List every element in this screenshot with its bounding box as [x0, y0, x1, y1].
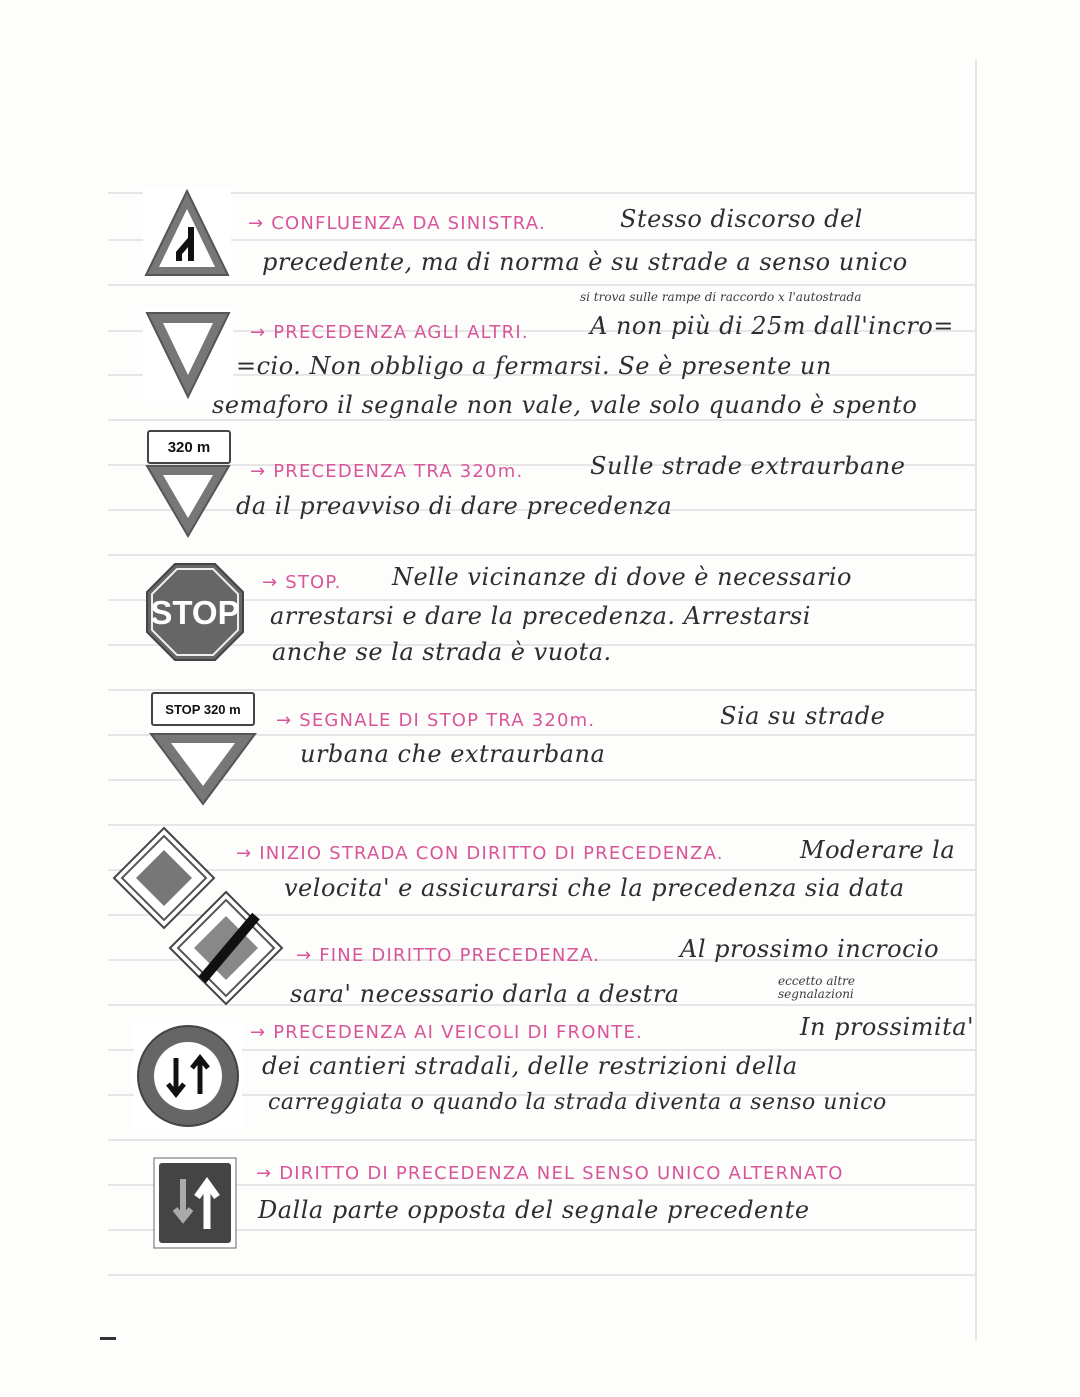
- entry-3-line-2: da il preavviso di dare precedenza: [236, 492, 673, 520]
- entry-5-line-2: urbana che extraurbana: [300, 740, 606, 768]
- entry-3-line-1: Sulle strade extraurbane: [590, 452, 906, 480]
- merge-from-left-sign-icon: [143, 187, 231, 281]
- entry-6-line-2: velocita' e assicurarsi che la precedenza sia data: [284, 874, 905, 902]
- page-edge: [975, 60, 977, 1340]
- entry-5-line-1: Sia su strade: [720, 702, 886, 730]
- entry-8-line-1: In prossimita': [800, 1013, 975, 1041]
- entry-9-line-1: Dalla parte opposta del segnale precedente: [258, 1196, 810, 1224]
- stop-text: STOP: [150, 594, 240, 631]
- stop-320m-sign-icon: [147, 692, 259, 807]
- entry-2-title: → PRECEDENZA AGLI ALTRI.: [250, 322, 529, 343]
- entry-6-title: → INIZIO STRADA CON DIRITTO DI PRECEDENZA.: [236, 843, 724, 864]
- give-way-sign-icon: [143, 307, 233, 401]
- entry-7-note: eccetto altre segnalazioni: [778, 974, 855, 1001]
- entry-1-line-2: precedente, ma di norma è su strade a senso unico: [262, 248, 908, 276]
- pen-mark: [100, 1337, 116, 1340]
- entry-8-line-2: dei cantieri stradali, delle restrizioni della: [262, 1052, 798, 1080]
- entry-1-line-1: Stesso discorso del: [620, 205, 863, 233]
- give-way-320m-sign-icon: [143, 430, 233, 540]
- plate-text: STOP 320 m: [165, 701, 241, 717]
- entry-2-line-1: A non più di 25m dall'incro=: [590, 312, 954, 340]
- stop-sign-icon: [145, 562, 245, 662]
- entry-1-note: si trova sulle rampe di raccordo x l'autostrada: [580, 290, 862, 304]
- entry-4-line-3: anche se la strada è vuota.: [272, 638, 612, 666]
- distance-plate: [147, 430, 231, 464]
- distance-plate: [151, 692, 255, 726]
- entry-8-line-3: carreggiata o quando la strada diventa a senso unico: [268, 1090, 887, 1115]
- entry-4-line-1: Nelle vicinanze di dove è necessario: [392, 563, 852, 591]
- plate-text: 320 m: [167, 438, 211, 456]
- give-way-oncoming-sign-icon: [134, 1022, 242, 1130]
- end-priority-road-sign-icon: [168, 890, 284, 1006]
- entry-4-line-2: arrestarsi e dare la precedenza. Arrestarsi: [270, 602, 811, 630]
- entry-7-line-2: sara' necessario darla a destra: [290, 980, 680, 1008]
- entry-7-title: → FINE DIRITTO PRECEDENZA.: [296, 945, 601, 966]
- entry-5-title: → SEGNALE DI STOP TRA 320m.: [276, 710, 596, 731]
- entry-6-line-1: Moderare la: [800, 836, 956, 864]
- entry-2-line-2: =cio. Non obbligo a fermarsi. Se è presente un: [236, 352, 832, 380]
- entry-4-title: → STOP.: [262, 572, 342, 593]
- entry-7-line-1: Al prossimo incrocio: [680, 935, 940, 963]
- entry-9-title: → DIRITTO DI PRECEDENZA NEL SENSO UNICO ALTERNATO: [256, 1163, 844, 1184]
- entry-2-line-3: semaforo il segnale non vale, vale solo quando è spento: [212, 391, 918, 419]
- entry-3-title: → PRECEDENZA TRA 320m.: [250, 461, 524, 482]
- priority-over-oncoming-sign-icon: [153, 1157, 237, 1249]
- entry-8-title: → PRECEDENZA AI VEICOLI DI FRONTE.: [250, 1022, 643, 1043]
- entry-1-title: → CONFLUENZA DA SINISTRA.: [248, 213, 546, 234]
